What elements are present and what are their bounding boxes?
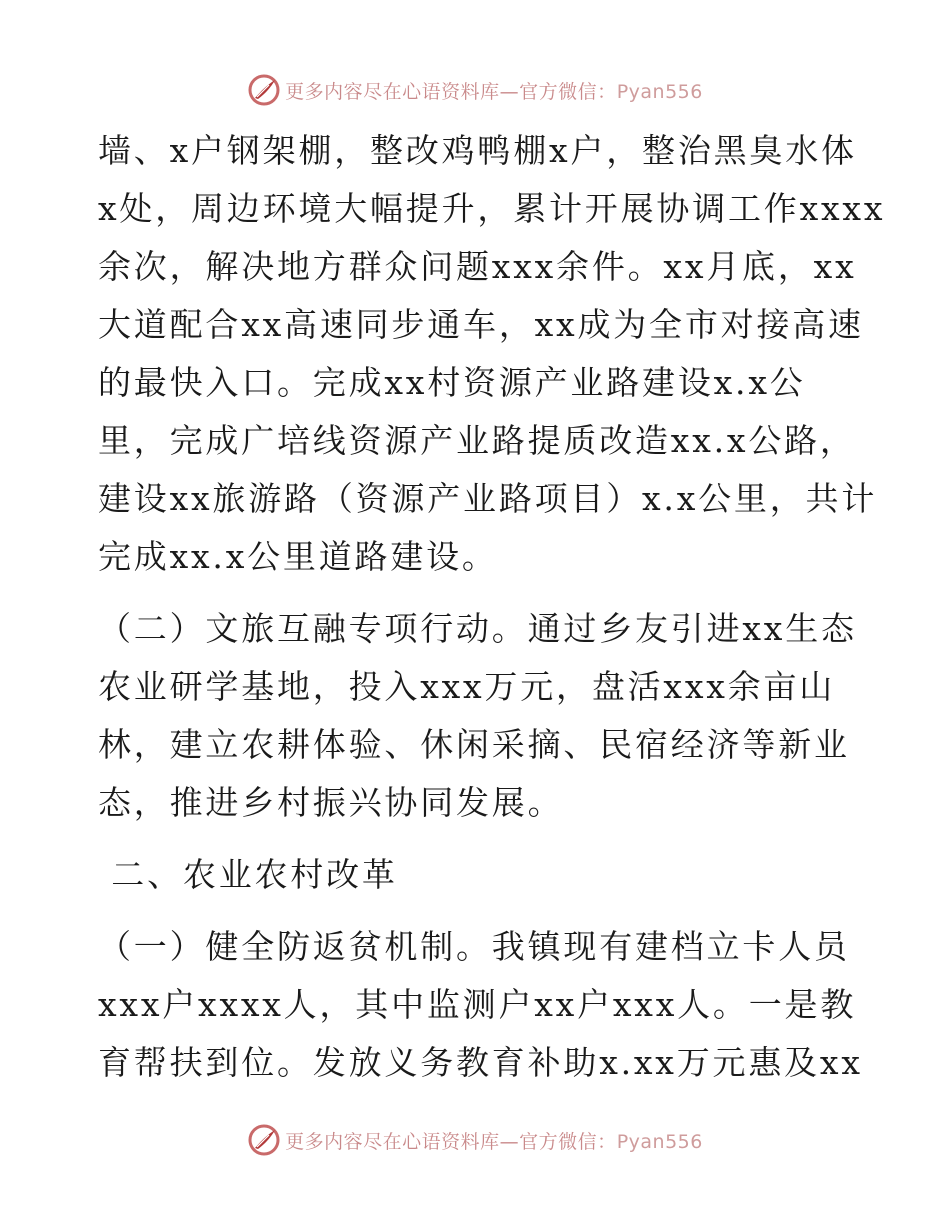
text-line: 农业研学基地，投入xxx万元，盘活xxx余亩山	[98, 667, 836, 706]
text-line: 的最快入口。完成xx村资源产业路建设x.x公	[98, 363, 806, 402]
watermark-text	[285, 77, 703, 104]
text-line: 态，推进乡村振兴协同发展。	[98, 783, 564, 822]
watermark-official: 官方微信：	[519, 80, 617, 103]
text-line: 完成xx.x公里道路建设。	[98, 537, 498, 576]
paragraph	[98, 122, 886, 586]
text-line: 里，完成广培线资源产业路提质改造xx.x公路，	[98, 421, 856, 460]
watermark-dash: —	[499, 80, 520, 103]
text-line: xxx户xxxx人，其中监测户xx户xxx人。一是教	[98, 985, 857, 1024]
text-line: （一）健全防返贫机制。我镇现有建档立卡人员	[98, 927, 850, 966]
text-line: 大道配合xx高速同步通车，xx成为全市对接高速	[98, 305, 864, 344]
watermark-official: 官方微信：	[519, 1130, 617, 1153]
watermark-dash: —	[499, 1130, 520, 1153]
text-line: 林，建立农耕体验、休闲采摘、民宿经济等新业	[98, 725, 850, 764]
section-heading	[98, 846, 858, 904]
document-body	[98, 122, 886, 1092]
watermark-main: 更多内容尽在心语资料库	[285, 1130, 500, 1153]
text-line: 育帮扶到位。发放义务教育补助x.xx万元惠及xx	[98, 1043, 863, 1082]
watermark-text	[285, 1127, 703, 1154]
watermark-footer	[0, 1120, 950, 1160]
watermark-header	[0, 70, 950, 110]
text-line: 建设xx旅游路（资源产业路项目）x.x公里，共计	[98, 479, 878, 518]
text-line: x处，周边环境大幅提升，累计开展协调工作xxxx	[98, 189, 886, 228]
paragraph	[98, 918, 863, 1092]
paragraph	[98, 600, 858, 832]
feather-logo-icon	[247, 1123, 281, 1157]
text-line: 余次，解决地方群众问题xxx余件。xx月底，xx	[98, 247, 857, 286]
watermark-main: 更多内容尽在心语资料库	[285, 80, 500, 103]
watermark-id: Pyan556	[616, 80, 703, 103]
watermark-id: Pyan556	[616, 1130, 703, 1153]
feather-logo-icon	[247, 73, 281, 107]
text-line: （二）文旅互融专项行动。通过乡友引进xx生态	[98, 609, 857, 648]
heading-line: 二、农业农村改革	[98, 855, 398, 894]
text-line: 墙、x户钢架棚，整改鸡鸭棚x户，整治黑臭水体	[98, 131, 857, 170]
